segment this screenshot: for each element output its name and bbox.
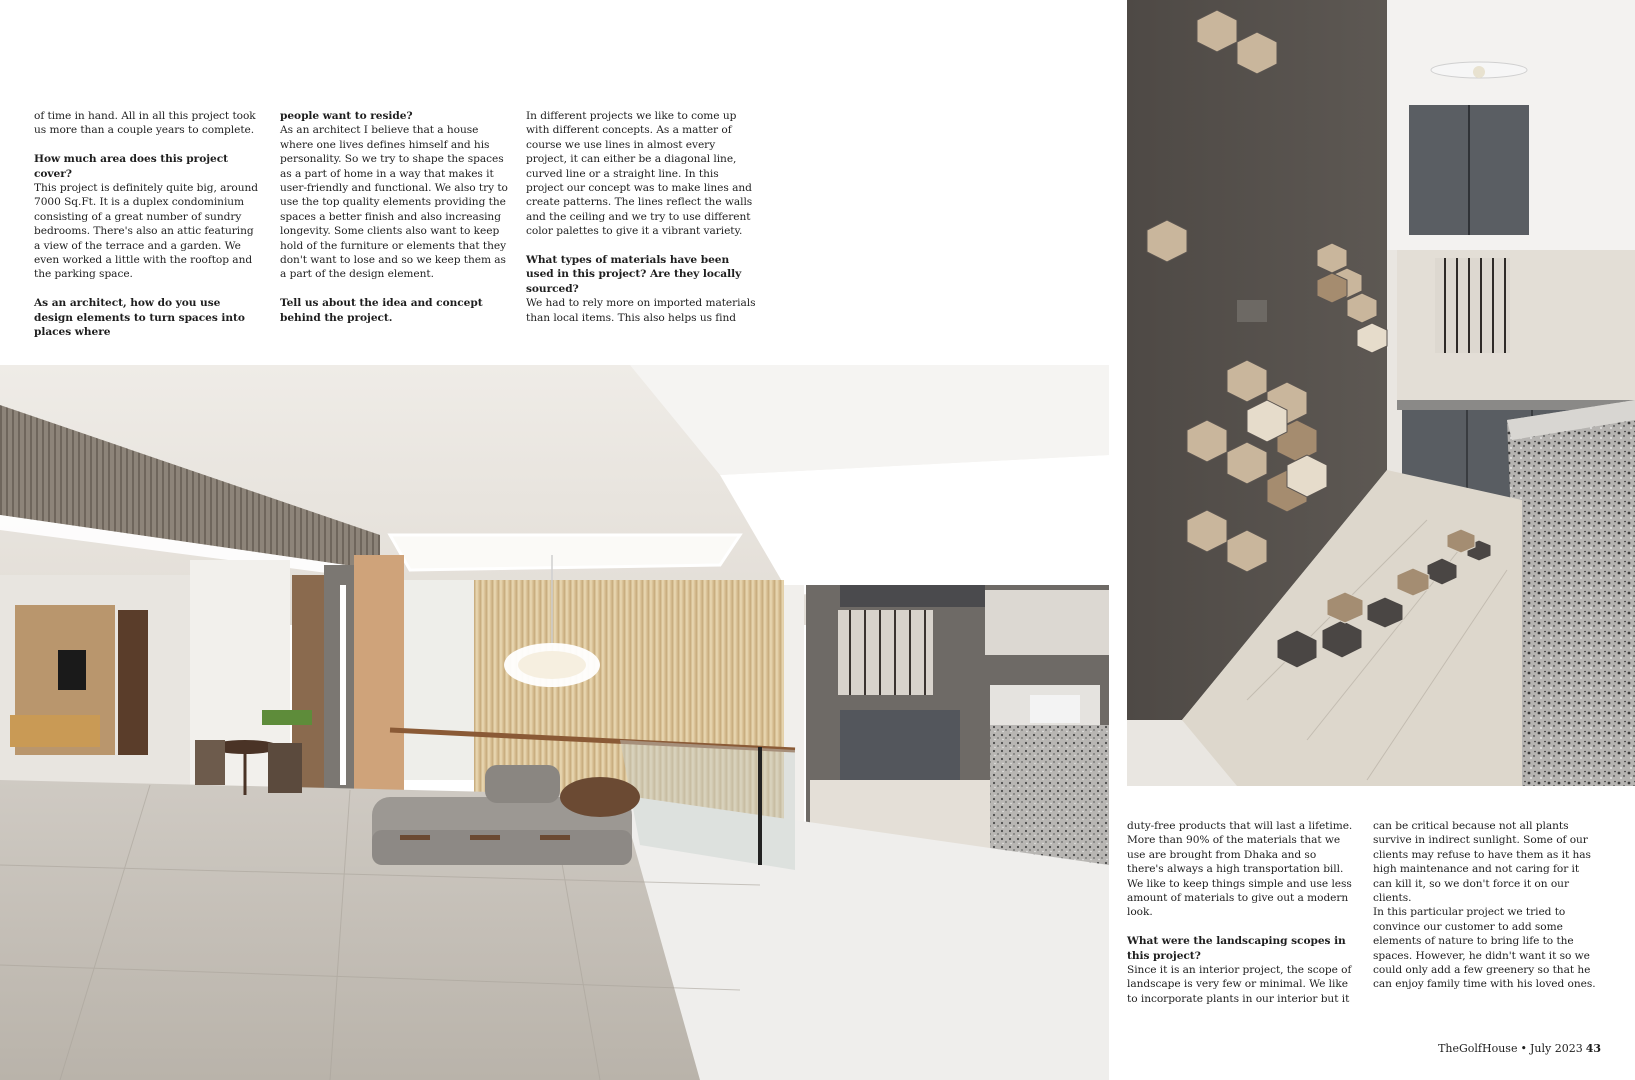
text-column-2 xyxy=(280,109,508,325)
page-number: 43 xyxy=(1585,1042,1601,1055)
text-column-1 xyxy=(34,109,258,339)
paragraph: Since it is an interior project, the scope of landscape is very few or minimal. We like to incorporate plants in our interior but it xyxy=(1127,964,1352,1005)
question-heading: As an architect, how do you use design elements to turn spaces into places where xyxy=(34,297,245,339)
question-heading: Tell us about the idea and concept behind the project. xyxy=(280,297,483,324)
paragraph: We had to rely more on imported materials than local items. This also helps us find xyxy=(526,297,756,324)
kitchen-photo xyxy=(1127,0,1635,786)
question-heading: How much area does this project cover? xyxy=(34,153,228,180)
question-heading: people want to reside? xyxy=(280,110,413,122)
question-heading: What types of materials have been used in this project? Are they locally sourced? xyxy=(526,254,742,295)
living-room-illustration xyxy=(0,365,1109,1080)
paragraph: This project is definitely quite big, around 7000 Sq.Ft. It is a duplex condominium consisting of a great number of sundry bedrooms. There's also an attic featuring a view of the terrace and a garden. We even worked a little with the rooftop and the parking space. xyxy=(34,182,259,281)
question-heading: What were the landscaping scopes in this project? xyxy=(1127,935,1346,962)
magazine-name: TheGolfHouse xyxy=(1438,1042,1518,1055)
paragraph: In this particular project we tried to convince our customer to add some elements of nature to bring life to the spaces. However, he didn't want it so we could only add a few greenery so that he can enjoy family time with his loved ones. xyxy=(1373,906,1596,991)
paragraph: of time in hand. All in all this project took us more than a couple years to complete. xyxy=(34,110,256,137)
living-room-photo xyxy=(0,365,1109,1080)
paragraph: can be critical because not all plants survive in indirect sunlight. Some of our clients may refuse to have them as it has high maintenance and not caring for it can kill it, so we don't force it on our clients. xyxy=(1373,820,1591,905)
footer-separator: • xyxy=(1520,1042,1527,1055)
page-footer xyxy=(1438,1042,1601,1055)
issue-date: July 2023 xyxy=(1529,1042,1583,1055)
paragraph: duty-free products that will last a lifetime. More than 90% of the materials that we use are brought from Dhaka and so there's always a high transportation bill. We like to keep things simple and use less amount of materials to give out a modern look. xyxy=(1127,820,1353,919)
paragraph: As an architect I believe that a house where one lives defines himself and his personality. So we try to shape the spaces as a part of home in a way that makes it user-friendly and functional. We also try to use the top quality elements providing the spaces a better finish and also increasing longevity. Some clients also want to keep hold of the furniture or elements that they don't want to lose and so we keep them as a part of the design element. xyxy=(280,124,508,281)
kitchen-illustration xyxy=(1127,0,1635,786)
text-column-3 xyxy=(526,109,756,325)
text-column-4 xyxy=(1127,819,1355,1006)
paragraph: In different projects we like to come up with different concepts. As a matter of course we use lines in almost every project, it can either be a diagonal line, curved line or a straight line. In this project our concept was to make lines and create patterns. The lines reflect the walls and the ceiling and we try to use different color palettes to give it a vibrant variety. xyxy=(526,110,753,238)
text-column-5 xyxy=(1373,819,1601,992)
